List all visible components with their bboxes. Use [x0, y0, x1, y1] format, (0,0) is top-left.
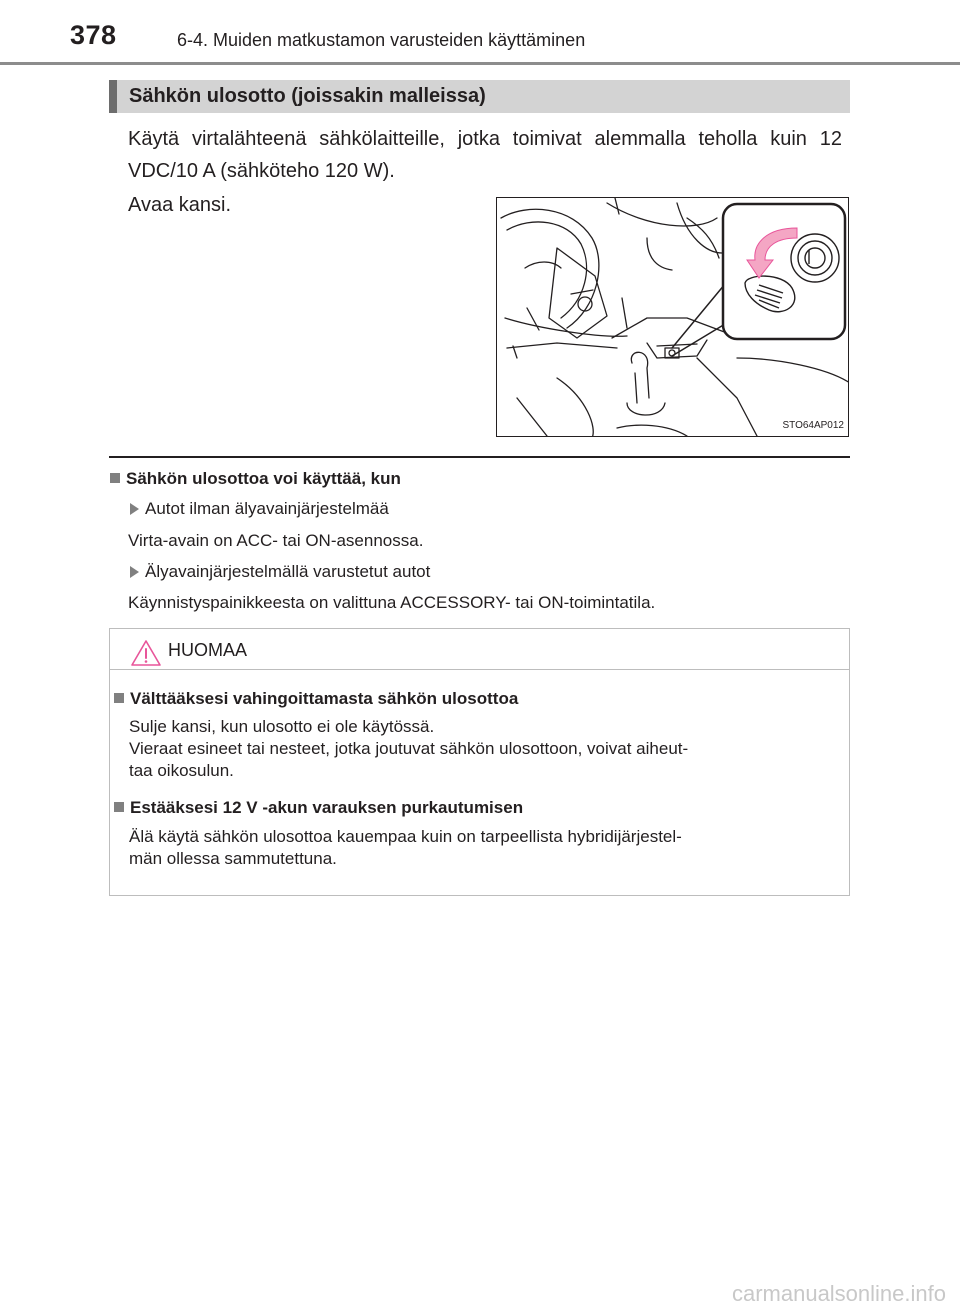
watermark: carmanualsonline.info: [731, 1281, 946, 1306]
usage-item-label: Autot ilman älyavainjärjestelmää: [145, 499, 389, 518]
triangle-bullet-icon: [130, 566, 139, 578]
square-bullet-icon: [110, 473, 120, 483]
notice-line: Älä käytä sähkön ulosottoa kauempaa kuin on tarpeellista hybridijärjestel-: [129, 827, 682, 846]
notice-item-heading: Estääksesi 12 V -akun varauksen purkautumisen: [130, 798, 524, 817]
notice-line: män ollessa sammutettuna.: [129, 849, 337, 868]
square-bullet-icon: [114, 693, 124, 703]
notice-item-text: [129, 826, 841, 870]
usage-item-text: Virta-avain on ACC- tai ON-asennossa.: [128, 531, 424, 550]
usage-item-label-row: [130, 499, 389, 519]
notice-header-divider: [110, 669, 849, 670]
step-text: Avaa kansi.: [128, 194, 232, 216]
notice-item-heading: Välttääksesi vahingoittamasta sähkön ulosottoa: [130, 689, 519, 708]
warning-triangle-icon: [130, 639, 162, 667]
notice-title: HUOMAA: [168, 640, 248, 660]
section-accent: [109, 80, 117, 113]
dashboard-line-drawing: [497, 198, 849, 437]
notice-item-text: [129, 716, 841, 782]
usage-item-text: Käynnistyspainikkeesta on valittuna ACCESSORY- tai ON-toimintatila.: [128, 593, 656, 612]
figure-code: STO64AP012: [782, 420, 844, 431]
usage-item-label-row: [130, 562, 430, 582]
notice-line: Vieraat esineet tai nesteet, jotka joutuvat sähkön ulosottoon, voivat aiheut-: [129, 739, 689, 758]
notice-item-heading-row: [114, 689, 518, 709]
notice-line: Sulje kansi, kun ulosotto ei ole käytössä.: [129, 717, 435, 736]
usage-heading-row: [110, 469, 401, 489]
section-title: Sähkön ulosotto (joissakin malleissa): [129, 85, 486, 107]
usage-heading: Sähkön ulosottoa voi käyttää, kun: [126, 469, 401, 488]
notice-box: [109, 628, 850, 896]
notice-line: taa oikosulun.: [129, 761, 234, 780]
chapter-title: 6-4. Muiden matkustamon varusteiden käyttäminen: [177, 30, 586, 50]
section-divider: [109, 456, 850, 458]
section-heading-bar: [109, 80, 850, 113]
triangle-bullet-icon: [130, 503, 139, 515]
square-bullet-icon: [114, 802, 124, 812]
header-divider: [0, 62, 960, 65]
power-outlet-illustration: [496, 197, 849, 437]
notice-item-heading-row: [114, 798, 523, 818]
usage-item-label: Älyavainjärjestelmällä varustetut autot: [145, 562, 431, 581]
page-number: 378: [70, 20, 117, 50]
intro-paragraph: Käytä virtalähteenä sähkölaitteille, jotka toimivat alemmalla teholla kuin 12 VDC/10 A (sähköteho 120 W).: [128, 128, 842, 182]
